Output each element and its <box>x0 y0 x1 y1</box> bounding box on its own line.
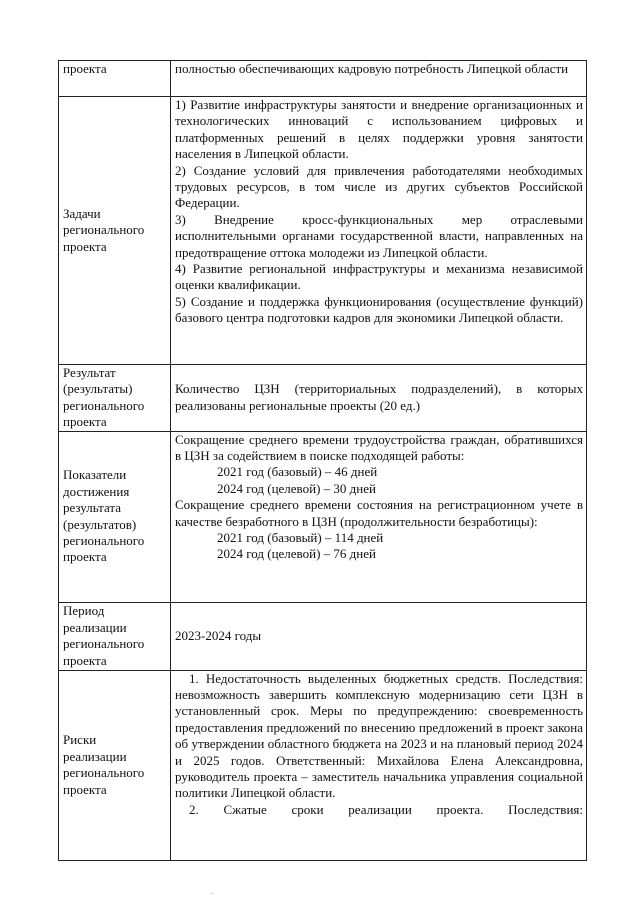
label-indicators-line3: результата <box>63 500 122 516</box>
risk-item-2: 2. Сжатые сроки реализации проекта. Последствия: <box>189 801 583 817</box>
value-goal-continuation <box>171 61 587 97</box>
task-item-4: 4) Развитие региональной инфраструктуры и механизма независимой оценки квалификации. <box>175 261 583 293</box>
label-indicators-line2: достижения <box>63 483 130 499</box>
label-indicators-line6: проекта <box>63 549 107 565</box>
label-indicators-line4: (результатов) <box>63 516 137 532</box>
row-project-goal-cont <box>59 61 587 97</box>
task-item-5: 5) Создание и поддержка функционирования (осуществление функций) базового центра подготовки кадров для экономики Липецкой области. <box>175 293 583 326</box>
label-period-line1: Период <box>63 603 105 619</box>
label-project: проекта <box>59 61 171 97</box>
label-results-line3: регионального <box>63 397 145 413</box>
row-period <box>59 602 587 670</box>
scan-speck <box>211 893 214 894</box>
label-results-line1: Результат <box>63 365 116 380</box>
risk-item-1: 1. Недостаточность выделенных бюджетных средств. Последствия: невозможность завершить комплексную модернизацию сети ЦЗН в установленный срок. Меры по предупреждению: своевременность предоставления предложений по внесению предложений в проект закона об утверждении областного бюджета на 2023 и на плановый период 2024 и 2025 годов. Ответственный: Михайлова Елена Александровна, руководитель проекта – заместитель начальника управления социальной политики Липецкой области. <box>175 670 583 801</box>
passport-table <box>58 60 587 861</box>
period-text: 2023-2024 годы <box>175 627 262 643</box>
label-results-line2: (результаты) <box>63 381 133 397</box>
label-indicators-line5: регионального <box>63 533 145 549</box>
row-tasks <box>59 97 587 365</box>
indicator-2-text: Сокращение среднего времени состояния на регистрационном учете в качестве безработного в ЦЗН (продолжительности безработицы): <box>175 497 583 529</box>
task-item-1: 1) Развитие инфраструктуры занятости и внедрение организационных и технологических инноваций с использованием цифровых и платформенных решений в целях поддержки уровня занятости населения в Липецкой области. <box>175 97 583 162</box>
label-results-line4: проекта <box>63 414 107 430</box>
value-period <box>171 602 587 670</box>
label-tasks <box>59 97 171 365</box>
task-item-2: 2) Создание условий для привлечения работодателями необходимых трудовых ресурсов, в том числе из других субъектов Российской Федерации. <box>175 162 583 211</box>
label-indicators-line1: Показатели <box>63 467 127 483</box>
label-risks-line1: Риски <box>63 732 97 748</box>
label-indicators <box>59 431 171 602</box>
label-risks-line2: реализации <box>63 748 127 764</box>
indicator-1-base: 2021 год (базовый) – 46 дней <box>217 464 378 480</box>
label-period-line2: реализации <box>63 619 127 635</box>
indicator-2-base: 2021 год (базовый) – 114 дней <box>217 530 384 546</box>
label-period-line4: проекта <box>63 652 107 668</box>
label-tasks-line3: проекта <box>63 238 107 254</box>
row-results <box>59 365 587 432</box>
label-results <box>59 365 171 432</box>
goal-continuation-text: полностью обеспечивающих кадровую потребность Липецкой области <box>175 61 569 76</box>
value-indicators <box>171 431 587 602</box>
label-tasks-line1: Задачи <box>63 205 101 221</box>
indicator-1-target: 2024 год (целевой) – 30 дней <box>217 480 376 496</box>
results-text: Количество ЦЗН (территориальных подразделений), в которых реализованы региональные проекты (20 ед.) <box>175 381 583 413</box>
label-risks-line4: проекта <box>63 781 107 797</box>
label-tasks-line2: регионального <box>63 222 145 238</box>
row-risks <box>59 670 587 860</box>
value-results <box>171 365 587 432</box>
task-item-3: 3) Внедрение кросс-функциональных мер отраслевыми исполнительными органами государственной власти, направленных на предотвращение оттока молодежи из Липецкой области. <box>175 211 583 260</box>
label-period-line3: регионального <box>63 636 145 652</box>
indicator-2-target: 2024 год (целевой) – 76 дней <box>217 546 376 562</box>
indicator-1-text: Сокращение среднего времени трудоустройства граждан, обратившихся в ЦЗН за содействием в поиске подходящей работы: <box>175 431 583 464</box>
value-risks <box>171 670 587 860</box>
row-indicators <box>59 431 587 602</box>
label-period <box>59 602 171 670</box>
label-risks-line3: регионального <box>63 765 145 781</box>
label-risks <box>59 670 171 860</box>
value-tasks <box>171 97 587 365</box>
